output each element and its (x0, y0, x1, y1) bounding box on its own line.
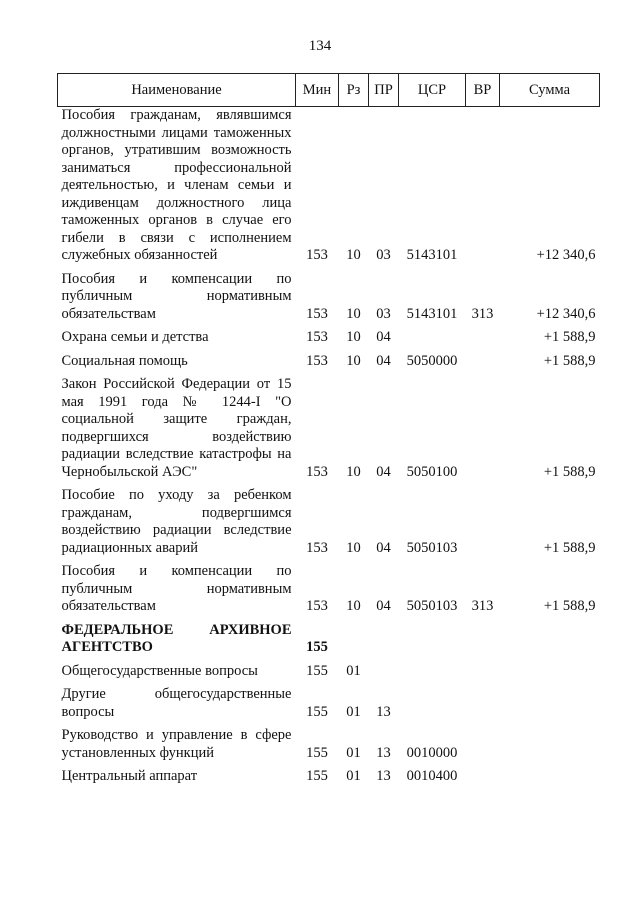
header-vr: ВР (466, 74, 500, 107)
table-row (58, 686, 600, 727)
table-row (58, 353, 600, 377)
cell-pr: 04 (376, 352, 391, 369)
cell-rz (339, 622, 369, 663)
cell-vr (466, 376, 500, 487)
cell-sum (500, 622, 600, 663)
cell-name: Социальная помощь (61, 352, 188, 369)
cell-name: Центральный аппарат (61, 768, 198, 784)
header-pr: ПР (369, 74, 399, 107)
budget-table (57, 73, 600, 792)
cell-min: 155 (306, 744, 328, 761)
table-row (58, 329, 600, 353)
header-rz: Рз (339, 74, 369, 107)
cell-pr (369, 622, 399, 663)
cell-name: Закон Российской Федерации от 15 мая 1991 года № 1244-I "О социальной защите граждан, подвергшихся воздействию радиации вследствие катастрофы на Чернобыльской АЭС" (61, 376, 292, 480)
cell-name: Общегосударственные вопросы (61, 662, 258, 679)
cell-min: 153 (306, 352, 328, 369)
cell-csr: 5143101 (406, 247, 458, 263)
cell-rz: 01 (346, 768, 361, 784)
page-number: 134 (308, 38, 332, 54)
cell-sum: +1 588,9 (543, 598, 596, 614)
cell-min: 155 (306, 662, 328, 679)
cell-vr (466, 686, 500, 727)
cell-rz: 10 (346, 305, 361, 322)
cell-min: 153 (306, 539, 328, 556)
table-row (58, 727, 600, 768)
table-row (58, 107, 600, 271)
header-csr: ЦСР (399, 74, 466, 107)
cell-rz: 01 (346, 744, 361, 761)
cell-csr: 5050103 (406, 539, 458, 556)
cell-csr: 0010400 (406, 768, 458, 784)
cell-min: 153 (306, 305, 328, 322)
cell-sum (500, 727, 600, 768)
header-sum: Сумма (500, 74, 600, 107)
cell-pr: 04 (376, 598, 391, 614)
cell-vr: 313 (471, 598, 494, 614)
cell-sum: +12 340,6 (536, 247, 596, 263)
cell-name: Пособие по уходу за ребенком гражданам, подвергшимся воздействию радиации вследствие радиационных аварий (61, 487, 292, 556)
cell-csr (399, 686, 466, 727)
cell-vr (466, 329, 500, 353)
table-row (58, 376, 600, 487)
cell-sum: +1 588,9 (543, 463, 596, 480)
cell-csr (399, 663, 466, 687)
cell-sum: +12 340,6 (536, 305, 596, 322)
table-header (58, 74, 600, 107)
cell-min: 155 (306, 703, 328, 720)
cell-sum (500, 686, 600, 727)
cell-min: 153 (306, 247, 328, 263)
cell-vr (466, 663, 500, 687)
cell-vr: 313 (471, 305, 494, 322)
cell-name: Пособия гражданам, являвшимся должностными лицами таможенных органов, утратившим возможность заниматься профессиональной деятельностью, и членам семьи и иждивенцам должностного лица таможенных органов в случае его гибели в связи с исполнением служебных обязанностей (61, 107, 292, 263)
cell-rz: 10 (346, 247, 361, 263)
cell-csr: 5143101 (406, 305, 458, 322)
cell-rz: 10 (346, 329, 361, 345)
cell-csr (399, 329, 466, 353)
cell-vr (466, 727, 500, 768)
cell-csr: 5050000 (406, 352, 458, 369)
cell-vr (466, 622, 500, 663)
cell-pr: 04 (376, 329, 391, 345)
cell-sum (500, 768, 600, 792)
cell-name: Пособия и компенсации по публичным нормативным обязательствам (61, 563, 292, 614)
table-row (58, 768, 600, 792)
cell-pr: 13 (376, 703, 391, 720)
cell-rz: 10 (346, 463, 361, 480)
cell-rz: 10 (346, 352, 361, 369)
cell-sum: +1 588,9 (543, 539, 596, 556)
cell-pr (369, 663, 399, 687)
table-row (58, 622, 600, 663)
table-row (58, 563, 600, 622)
cell-min: 153 (306, 329, 328, 345)
cell-name: Руководство и управление в сфере установленных функций (61, 727, 292, 761)
cell-sum: +1 588,9 (543, 329, 596, 345)
table-body (58, 107, 600, 792)
cell-csr: 5050103 (406, 598, 458, 614)
cell-min: 155 (306, 768, 328, 784)
table-row (58, 487, 600, 563)
header-min: Мин (296, 74, 339, 107)
cell-pr: 04 (376, 539, 391, 556)
cell-min: 153 (306, 463, 328, 480)
header-name: Наименование (58, 74, 296, 107)
cell-pr: 13 (376, 768, 391, 784)
cell-name: Другие общегосударственные вопросы (61, 686, 292, 720)
cell-rz: 01 (346, 662, 361, 679)
cell-csr (399, 622, 466, 663)
cell-pr: 03 (376, 305, 391, 322)
cell-pr: 13 (376, 744, 391, 761)
cell-vr (466, 487, 500, 563)
cell-vr (466, 768, 500, 792)
cell-name: Охрана семьи и детства (61, 329, 209, 345)
cell-sum: +1 588,9 (543, 352, 596, 369)
cell-csr: 5050100 (406, 463, 458, 480)
cell-min: 153 (306, 598, 328, 614)
cell-rz: 10 (346, 598, 361, 614)
table-row (58, 271, 600, 330)
cell-min: 155 (306, 639, 328, 655)
cell-pr: 04 (376, 463, 391, 480)
cell-vr (466, 353, 500, 377)
cell-rz: 01 (346, 703, 361, 720)
table-row (58, 663, 600, 687)
cell-name: Пособия и компенсации по публичным нормативным обязательствам (61, 270, 292, 322)
cell-sum (500, 663, 600, 687)
cell-name: ФЕДЕРАЛЬНОЕ АРХИВНОЕ АГЕНТСТВО (61, 621, 292, 655)
cell-rz: 10 (346, 539, 361, 556)
cell-pr: 03 (376, 247, 391, 263)
cell-csr: 0010000 (406, 744, 458, 761)
cell-vr (466, 107, 500, 271)
